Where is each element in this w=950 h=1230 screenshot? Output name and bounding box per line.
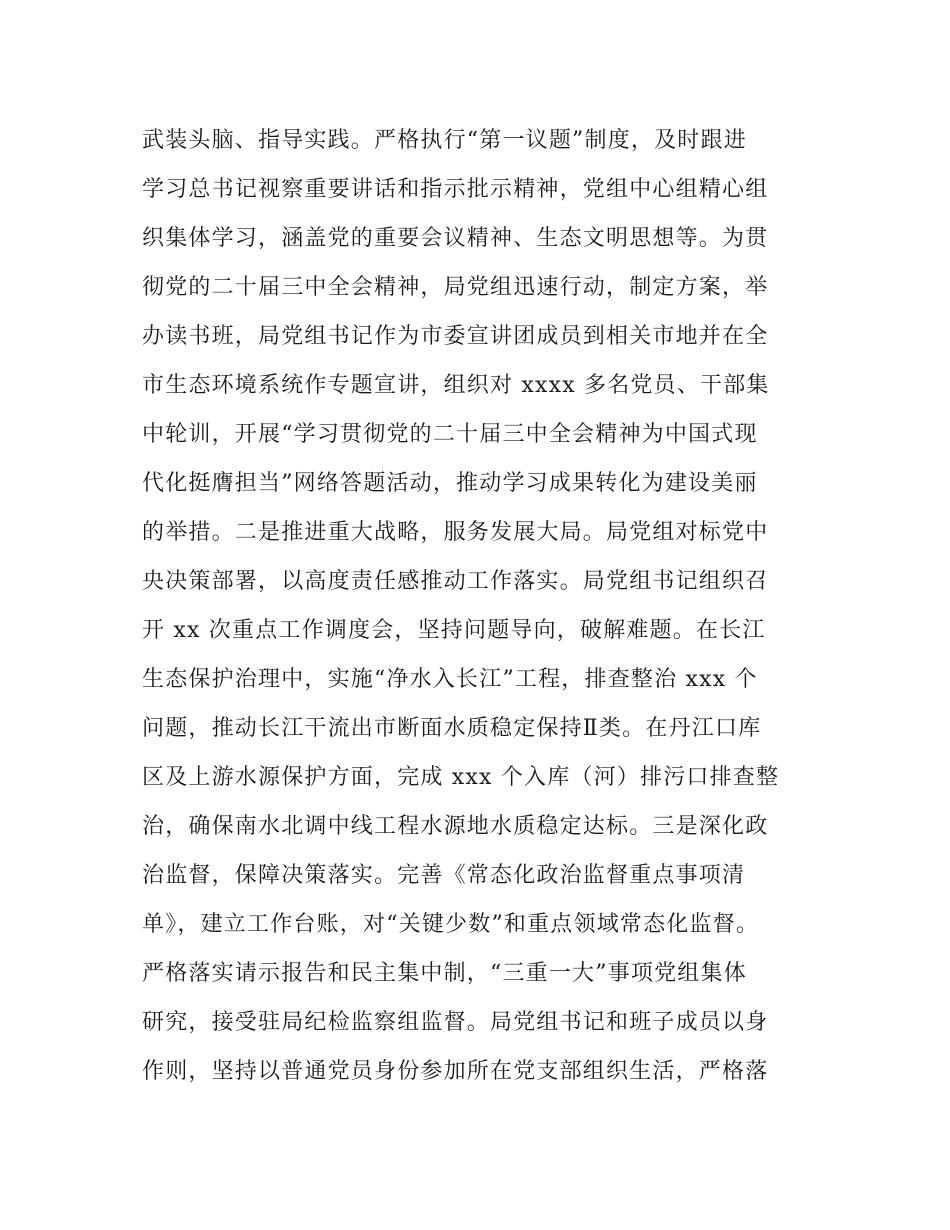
text-line: 织集体学习，涵盖党的重要会议精神、生态文明思想等。为贯 — [142, 226, 769, 251]
text-line: 作则，坚持以普通党员身份参加所在党支部组织生活，严格落 — [142, 1059, 769, 1084]
text-line: 办读书班，局党组书记作为市委宣讲团成员到相关市地并在全 — [142, 324, 769, 349]
text-line: 治，确保南水北调中线工程水源地水质稳定达标。三是深化政 — [142, 814, 769, 839]
text-line: 严格落实请示报告和民主集中制，“三重一大”事项党组集体 — [142, 961, 747, 986]
text-line: 问题，推动长江干流出市断面水质稳定保持Ⅱ类。在丹江口库 — [142, 716, 762, 741]
text-line: 开 xx 次重点工作调度会，坚持问题导向，破解难题。在长江 — [142, 618, 766, 643]
text-line: 单》，建立工作台账，对“关键少数”和重点领域常态化监督。 — [142, 912, 760, 937]
text-line: 代化挺膺担当”网络答题活动，推动学习成果转化为建设美丽 — [142, 471, 758, 496]
text-line: 区及上游水源保护方面，完成 xxx 个入库（河）排污口排查整 — [142, 765, 780, 790]
text-line: 市生态环境系统作专题宣讲，组织对 xxxx 多名党员、干部集 — [142, 373, 770, 398]
text-line: 治监督，保障决策落实。完善《常态化政治监督重点事项清 — [142, 863, 746, 888]
text-line: 武装头脑、指导实践。严格执行“第一议题”制度，及时跟进 — [142, 128, 747, 153]
body-text — [142, 116, 842, 1096]
text-line: 生态保护治理中，实施“净水入长江”工程，排查整治 xxx 个 — [142, 667, 758, 692]
text-line: 学习总书记视察重要讲话和指示批示精神，党组中心组精心组 — [142, 177, 769, 202]
text-line: 的举措。二是推进重大战略，服务发展大局。局党组对标党中 — [142, 520, 769, 545]
text-line: 研究，接受驻局纪检监察组监督。局党组书记和班子成员以身 — [142, 1010, 769, 1035]
text-line: 央决策部署，以高度责任感推动工作落实。局党组书记组织召 — [142, 569, 769, 594]
text-line: 中轮训，开展“学习贯彻党的二十届三中全会精神为中国式现 — [142, 422, 758, 447]
text-line: 彻党的二十届三中全会精神，局党组迅速行动，制定方案，举 — [142, 275, 769, 300]
